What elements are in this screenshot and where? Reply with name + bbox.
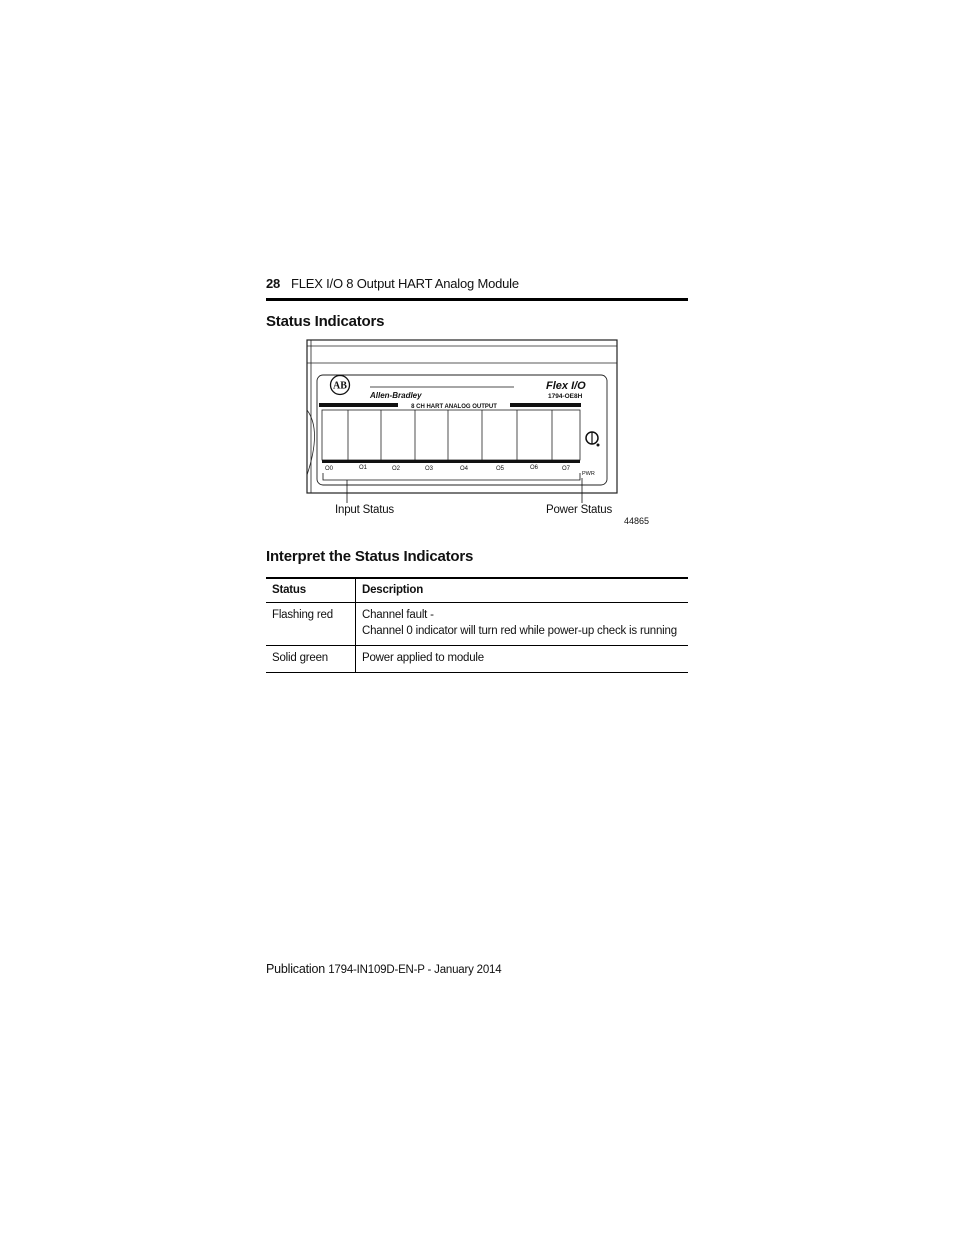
channel-labels [325,465,571,472]
table-row [266,603,688,646]
header-rule [266,298,688,301]
channel-dividers [348,410,552,460]
description-cell [356,646,689,673]
column-header-description: Description [356,578,689,603]
channel-label: O6 [530,465,539,471]
channel-label: O7 [562,466,571,472]
flex-io-logo: Flex I/O [546,380,586,392]
channel-label: O5 [496,466,505,472]
description-cell [356,603,689,646]
running-title: FLEX I/O 8 Output HART Analog Module [291,276,519,291]
channel-label: O1 [359,465,368,471]
status-table [266,577,688,673]
table-row [266,646,688,673]
section-heading-status-indicators: Status Indicators [266,313,385,330]
channel-window-frame [322,410,580,460]
callout-input-status: Input Status [335,504,394,516]
channel-label: O0 [325,466,334,472]
section-heading-interpret: Interpret the Status Indicators [266,548,474,565]
footer-label: Publication [266,962,325,976]
status-cell: Solid green [266,646,356,673]
page-number: 28 [266,276,281,291]
footer [266,962,501,976]
catalog-number: 1794-OE8H [548,393,583,400]
callout-power-status: Power Status [546,504,612,516]
channel-label: O2 [392,466,401,472]
module-label: 8 CH HART ANALOG OUTPUT [411,404,497,410]
indicator-bracket [323,473,580,480]
brand-name: Allen-Bradley [370,391,422,400]
status-cell: Flashing red [266,603,356,646]
status-bar [322,460,580,463]
channel-label: O3 [425,466,434,472]
pwr-label: PWR [582,471,595,477]
channel-label: O4 [460,466,469,472]
ab-logo-text: AB [333,380,347,392]
description-line: Channel 0 indicator will turn red while power-up check is running [362,625,677,637]
table-header-row [266,578,688,603]
description-line: Channel fault - [362,609,434,621]
figure-id: 44865 [624,516,650,526]
column-header-status: Status [266,578,356,603]
description-line: Power applied to module [362,652,484,664]
connector-icon-dot [597,444,600,447]
publication-number: 1794-IN109D-EN-P - January 2014 [328,964,502,976]
